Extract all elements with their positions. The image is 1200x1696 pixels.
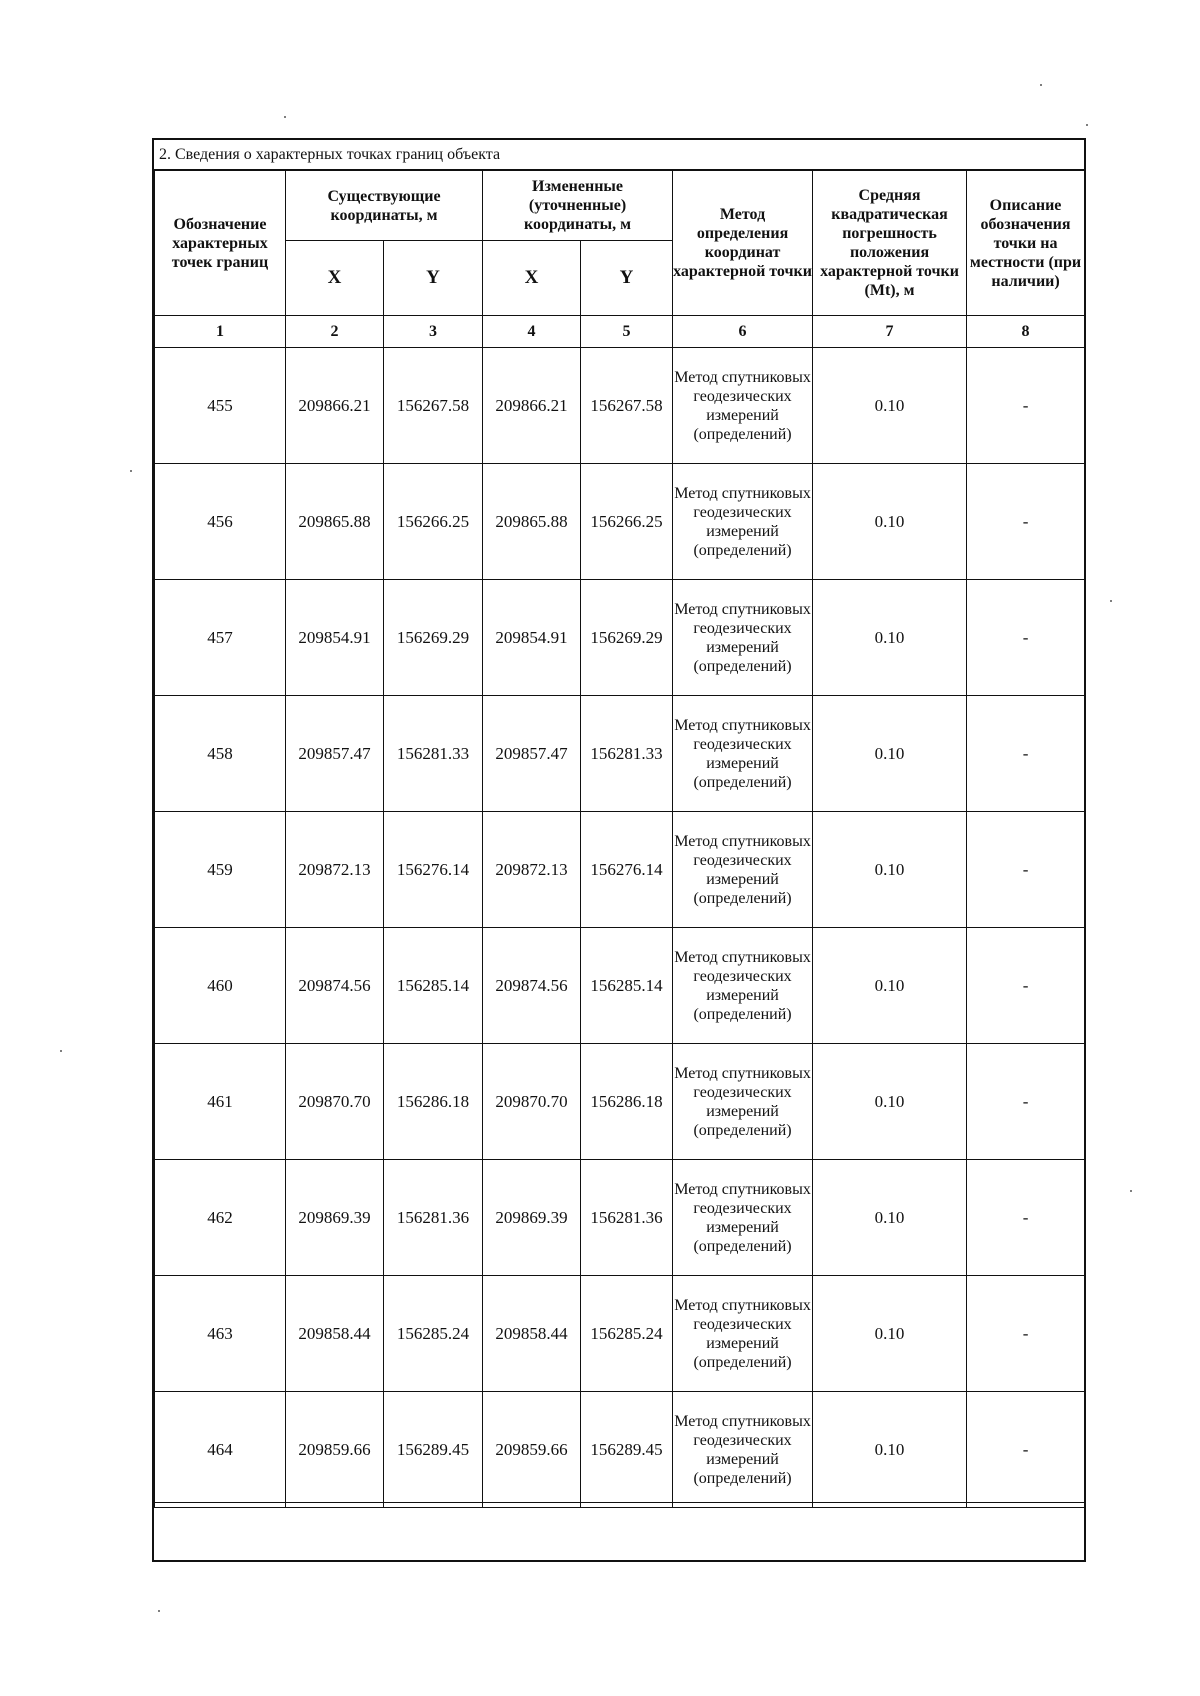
section-title: 2. Сведения о характерных точках границ объекта xyxy=(154,140,1084,170)
changed-x-value: 209866.21 xyxy=(483,348,581,464)
method-value: Метод спутниковых геодезических измерений (определений) xyxy=(673,464,813,580)
existing-x-value: 209874.56 xyxy=(286,928,384,1044)
existing-y-value: 156276.14 xyxy=(384,812,483,928)
existing-y-value: 156285.24 xyxy=(384,1276,483,1392)
existing-x-value: 209865.88 xyxy=(286,464,384,580)
scan-speck xyxy=(284,116,286,118)
table-row xyxy=(155,812,1085,928)
existing-y-value: 156281.33 xyxy=(384,696,483,812)
existing-y-value: 156286.18 xyxy=(384,1044,483,1160)
header-point: Обозначение характерных точек границ xyxy=(155,171,286,316)
header-accuracy: Средняя квадратическая погрешность положения характерной точки (Mt), м xyxy=(813,171,967,316)
changed-y-value: 156285.24 xyxy=(581,1276,673,1392)
description-value: - xyxy=(967,464,1085,580)
header-existing-y: Y xyxy=(384,241,483,316)
accuracy-value: 0.10 xyxy=(813,1276,967,1392)
scan-speck xyxy=(1130,1190,1132,1192)
table-row xyxy=(155,464,1085,580)
existing-x-value: 209854.91 xyxy=(286,580,384,696)
header-changed-coords: Измененные (уточненные) координаты, м xyxy=(483,171,673,241)
table-row xyxy=(155,1276,1085,1392)
changed-x-value: 209869.39 xyxy=(483,1160,581,1276)
description-value: - xyxy=(967,928,1085,1044)
description-value: - xyxy=(967,812,1085,928)
changed-x-value: 209858.44 xyxy=(483,1276,581,1392)
column-number: 5 xyxy=(581,316,673,348)
changed-y-value: 156289.45 xyxy=(581,1392,673,1508)
changed-x-value: 209872.13 xyxy=(483,812,581,928)
existing-x-value: 209859.66 xyxy=(286,1392,384,1508)
point-id: 458 xyxy=(155,696,286,812)
existing-x-value: 209869.39 xyxy=(286,1160,384,1276)
scan-speck xyxy=(130,470,132,472)
changed-y-value: 156285.14 xyxy=(581,928,673,1044)
header-changed-x: X xyxy=(483,241,581,316)
changed-x-value: 209859.66 xyxy=(483,1392,581,1508)
accuracy-value: 0.10 xyxy=(813,696,967,812)
existing-x-value: 209870.70 xyxy=(286,1044,384,1160)
scan-speck xyxy=(1086,124,1088,126)
description-value: - xyxy=(967,580,1085,696)
changed-x-value: 209857.47 xyxy=(483,696,581,812)
column-number: 4 xyxy=(483,316,581,348)
existing-y-value: 156266.25 xyxy=(384,464,483,580)
method-value: Метод спутниковых геодезических измерений (определений) xyxy=(673,348,813,464)
accuracy-value: 0.10 xyxy=(813,928,967,1044)
table-row xyxy=(155,696,1085,812)
method-value: Метод спутниковых геодезических измерений (определений) xyxy=(673,1160,813,1276)
method-value: Метод спутниковых геодезических измерений (определений) xyxy=(673,1044,813,1160)
scan-speck xyxy=(60,1050,62,1052)
table-row xyxy=(155,1160,1085,1276)
changed-y-value: 156286.18 xyxy=(581,1044,673,1160)
point-id: 461 xyxy=(155,1044,286,1160)
point-id: 455 xyxy=(155,348,286,464)
point-id: 464 xyxy=(155,1392,286,1508)
existing-x-value: 209857.47 xyxy=(286,696,384,812)
column-number: 1 xyxy=(155,316,286,348)
point-id: 460 xyxy=(155,928,286,1044)
changed-y-value: 156276.14 xyxy=(581,812,673,928)
accuracy-value: 0.10 xyxy=(813,812,967,928)
column-number: 8 xyxy=(967,316,1085,348)
point-id: 463 xyxy=(155,1276,286,1392)
column-number: 3 xyxy=(384,316,483,348)
existing-x-value: 209858.44 xyxy=(286,1276,384,1392)
header-changed-y: Y xyxy=(581,241,673,316)
description-value: - xyxy=(967,696,1085,812)
accuracy-value: 0.10 xyxy=(813,1392,967,1508)
table-row xyxy=(155,928,1085,1044)
description-value: - xyxy=(967,1276,1085,1392)
changed-x-value: 209865.88 xyxy=(483,464,581,580)
table-row xyxy=(155,348,1085,464)
accuracy-value: 0.10 xyxy=(813,464,967,580)
column-number: 2 xyxy=(286,316,384,348)
existing-y-value: 156285.14 xyxy=(384,928,483,1044)
existing-y-value: 156281.36 xyxy=(384,1160,483,1276)
existing-x-value: 209872.13 xyxy=(286,812,384,928)
scan-speck xyxy=(1110,600,1112,602)
method-value: Метод спутниковых геодезических измерений (определений) xyxy=(673,928,813,1044)
column-number: 7 xyxy=(813,316,967,348)
point-id: 457 xyxy=(155,580,286,696)
changed-y-value: 156281.36 xyxy=(581,1160,673,1276)
changed-x-value: 209874.56 xyxy=(483,928,581,1044)
accuracy-value: 0.10 xyxy=(813,580,967,696)
header-existing-x: X xyxy=(286,241,384,316)
description-value: - xyxy=(967,1044,1085,1160)
method-value: Метод спутниковых геодезических измерений (определений) xyxy=(673,580,813,696)
point-id: 459 xyxy=(155,812,286,928)
point-id: 462 xyxy=(155,1160,286,1276)
empty-footer-row xyxy=(154,1502,1084,1560)
scan-speck xyxy=(158,1610,160,1612)
description-value: - xyxy=(967,348,1085,464)
accuracy-value: 0.10 xyxy=(813,1044,967,1160)
header-existing-coords: Существующие координаты, м xyxy=(286,171,483,241)
existing-y-value: 156267.58 xyxy=(384,348,483,464)
changed-x-value: 209870.70 xyxy=(483,1044,581,1160)
table-row xyxy=(155,1392,1085,1508)
point-id: 456 xyxy=(155,464,286,580)
description-value: - xyxy=(967,1392,1085,1508)
scan-speck xyxy=(1040,84,1042,86)
method-value: Метод спутниковых геодезических измерений (определений) xyxy=(673,1392,813,1508)
existing-x-value: 209866.21 xyxy=(286,348,384,464)
changed-y-value: 156267.58 xyxy=(581,348,673,464)
table-body xyxy=(155,348,1085,1508)
existing-y-value: 156269.29 xyxy=(384,580,483,696)
existing-y-value: 156289.45 xyxy=(384,1392,483,1508)
header-description: Описание обозначения точки на местности (при наличии) xyxy=(967,171,1085,316)
header-method: Метод определения координат характерной точки xyxy=(673,171,813,316)
table-row xyxy=(155,1044,1085,1160)
column-number: 6 xyxy=(673,316,813,348)
changed-y-value: 156269.29 xyxy=(581,580,673,696)
changed-y-value: 156281.33 xyxy=(581,696,673,812)
document-sheet xyxy=(152,138,1086,1562)
changed-y-value: 156266.25 xyxy=(581,464,673,580)
method-value: Метод спутниковых геодезических измерений (определений) xyxy=(673,696,813,812)
boundary-points-table xyxy=(154,170,1085,1508)
method-value: Метод спутниковых геодезических измерений (определений) xyxy=(673,812,813,928)
changed-x-value: 209854.91 xyxy=(483,580,581,696)
accuracy-value: 0.10 xyxy=(813,1160,967,1276)
table-row xyxy=(155,580,1085,696)
method-value: Метод спутниковых геодезических измерений (определений) xyxy=(673,1276,813,1392)
accuracy-value: 0.10 xyxy=(813,348,967,464)
description-value: - xyxy=(967,1160,1085,1276)
